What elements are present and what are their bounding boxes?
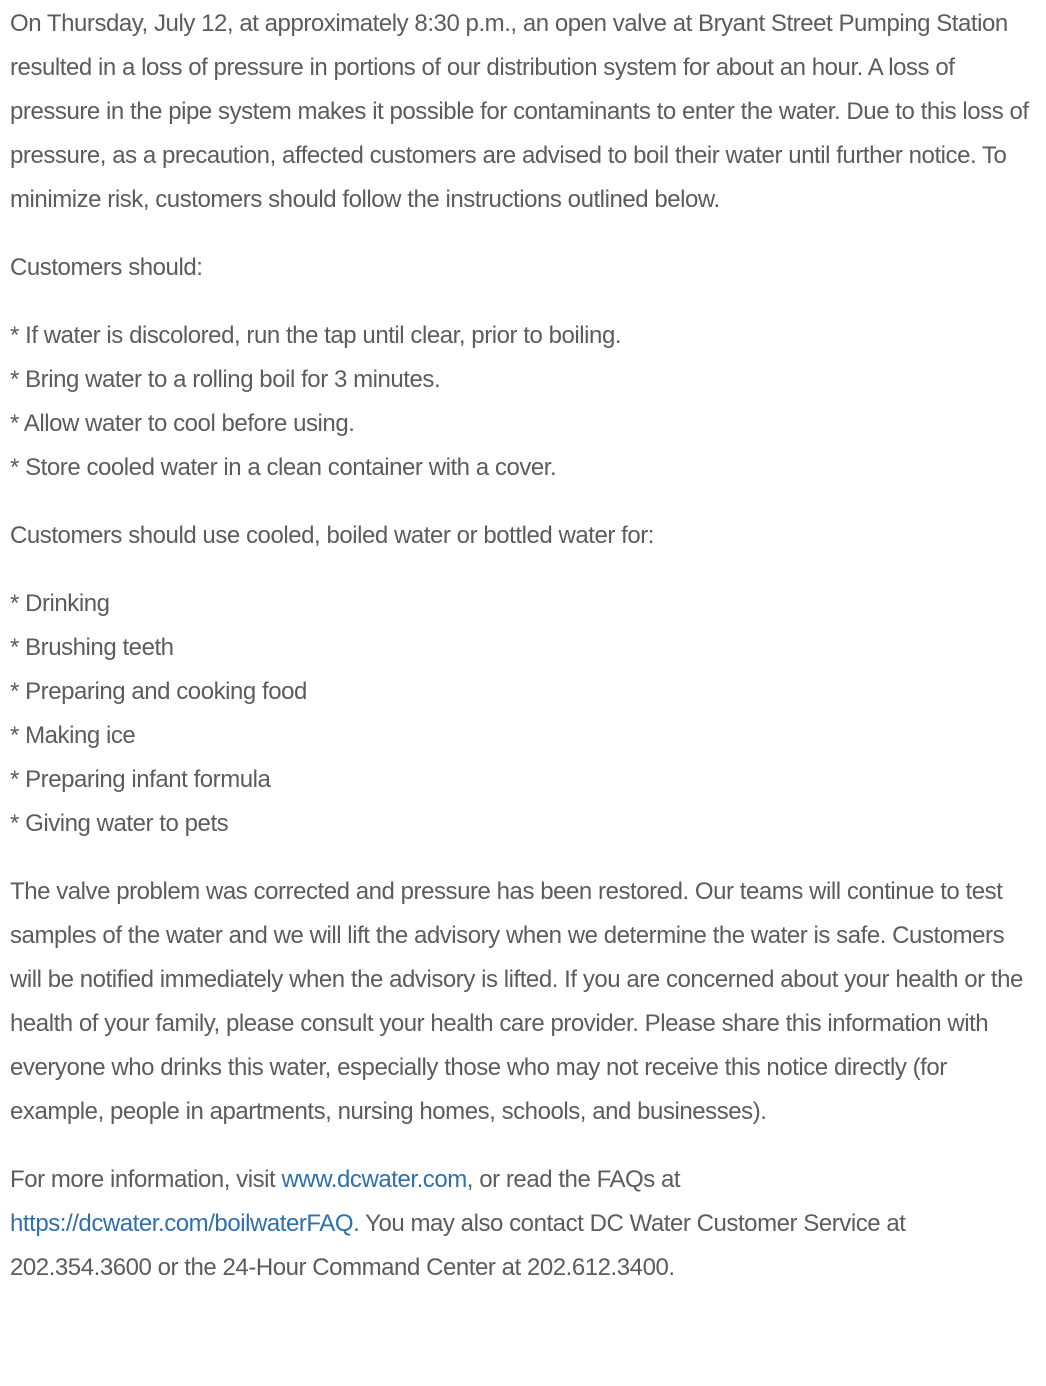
uses-heading: Customers should use cooled, boiled water or bottled water for:	[10, 522, 655, 549]
contact-text-intro: For more information, visit	[10, 1166, 282, 1193]
status-paragraph: The valve problem was corrected and pressure has been restored. Our teams will continue to test samples of the water and we will lift the advisory when we determine the water is safe. Customers will be notified immediately when the advisory is lifted. If you are concerned about your health or the health of your family, please consult your health care provider. Please share this information with everyone who drinks this water, especially those who may not receive this notice directly (for example, people in apartments, nursing homes, schools, and businesses).	[10, 878, 1023, 1125]
uses-list	[10, 582, 1034, 846]
use-item-drinking: * Drinking	[10, 590, 110, 617]
contact-text-phone: . You may also contact DC Water Customer Service at 202.354.3600 or the 24-Hour Command Center at 202.612.3400.	[10, 1210, 906, 1281]
use-item-brushing-teeth: * Brushing teeth	[10, 634, 174, 661]
use-item-pets: * Giving water to pets	[10, 810, 229, 837]
boil-water-faq-link[interactable]: https://dcwater.com/boilwaterFAQ	[10, 1210, 354, 1237]
intro-paragraph: On Thursday, July 12, at approximately 8:30 p.m., an open valve at Bryant Street Pumping Station resulted in a loss of pressure in portions of our distribution system for about an hour. A loss of pressure in the pipe system makes it possible for contaminants to enter the water. Due to this loss of pressure, as a precaution, affected customers are advised to boil their water until further notice. To minimize risk, customers should follow the instructions outlined below.	[10, 10, 1029, 213]
contact-text-faq: , or read the FAQs at	[466, 1166, 681, 1193]
instruction-item-discolored-water: * If water is discolored, run the tap until clear, prior to boiling.	[10, 322, 622, 349]
instructions-list	[10, 314, 1034, 490]
contact-paragraph	[10, 1158, 1034, 1290]
instruction-item-store-water: * Store cooled water in a clean container with a cover.	[10, 454, 557, 481]
dcwater-website-link[interactable]: www.dcwater.com	[281, 1166, 467, 1193]
use-item-infant-formula: * Preparing infant formula	[10, 766, 271, 793]
instructions-heading: Customers should:	[10, 254, 203, 281]
instruction-item-cool-water: * Allow water to cool before using.	[10, 410, 355, 437]
use-item-making-ice: * Making ice	[10, 722, 136, 749]
use-item-cooking-food: * Preparing and cooking food	[10, 678, 307, 705]
instruction-item-rolling-boil: * Bring water to a rolling boil for 3 minutes.	[10, 366, 441, 393]
